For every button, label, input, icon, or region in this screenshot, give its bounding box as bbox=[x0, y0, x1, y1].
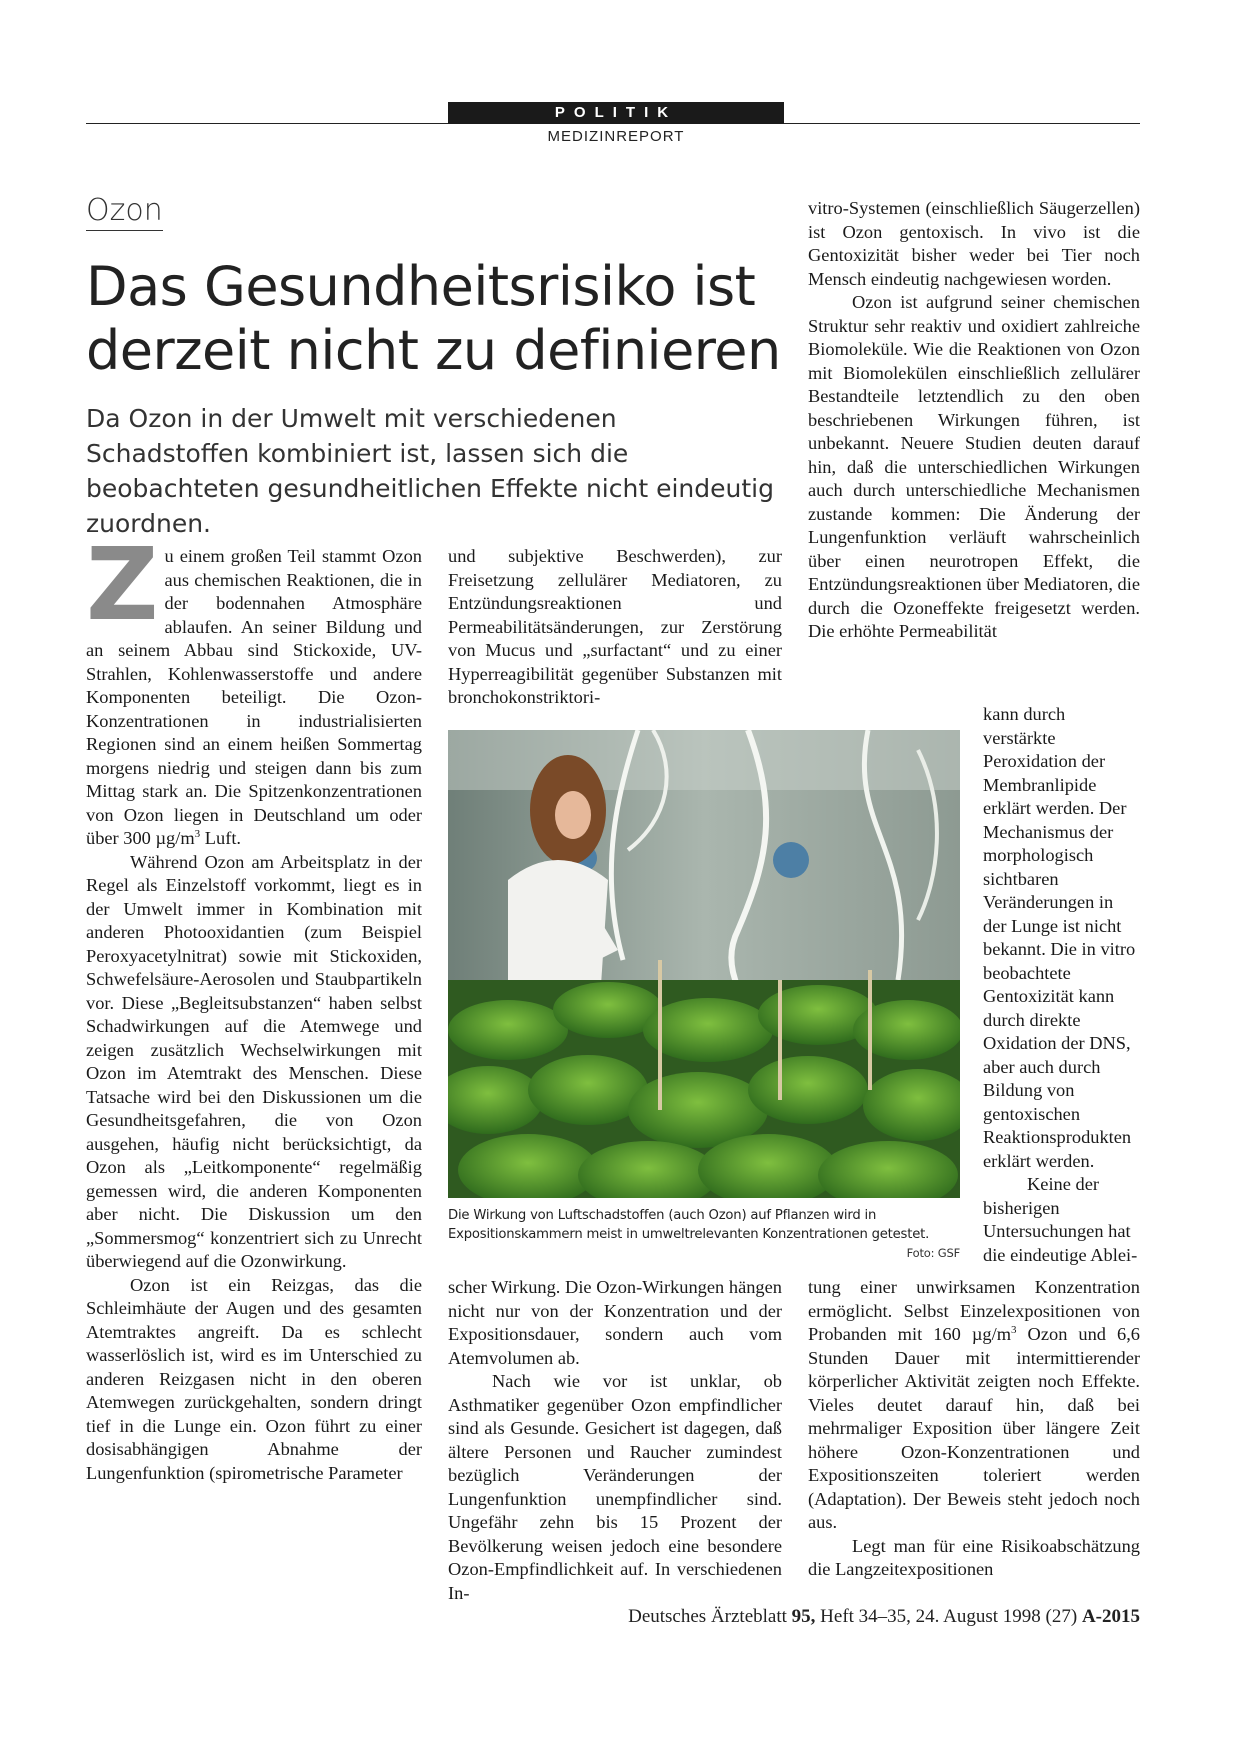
text-column-3-top bbox=[808, 197, 1140, 644]
article-lead: Da Ozon in der Umwelt mit verschiedenen Schadstoffen kombiniert ist, lassen sich die beobachteten gesundheitlichen Effekte nicht eindeutig zuordnen. bbox=[86, 404, 774, 538]
paragraph: Ozon ist ein Reizgas, das die Schleimhäute der Augen und des gesamten Atemtraktes angreift. Da es schlecht wasserlöslich ist, wird es im Unterschied zu anderen Reizgasen nicht in den oberen Atemwegen zurückgehalten, sondern dringt tief in die Lunge ein. Ozon führt zu einer dosisabhängigen Abnahme der Lungenfunktion (spirometrische Parameter bbox=[86, 1274, 422, 1483]
paragraph-text: Ozon und 6,6 Stunden Dauer mit intermittierender körperlicher Aktivität zeigten noch Effekte. Vieles deutet darauf hin, daß bei mehrmaliger Exposition über längere Zeit höhere Ozon-Konzentrationen und Expositionszeiten toleriert werden (Adaptation). Der Beweis steht jedoch noch aus. bbox=[808, 1324, 1140, 1532]
text-column-3-bottom bbox=[808, 1276, 1140, 1582]
section-label: POLITIK bbox=[448, 102, 784, 124]
article-kicker: Ozon bbox=[86, 193, 163, 231]
paragraph bbox=[86, 526, 422, 851]
paragraph-text: tung einer unwirksamen Konzentration ermöglicht. Selbst Einzelexpositionen von Probanden mit 160 µg/m bbox=[808, 1277, 1140, 1344]
journal-name: Deutsches Ärzteblatt bbox=[628, 1606, 792, 1627]
paragraph: scher Wirkung. Die Ozon-Wirkungen hängen nicht nur von der Konzentration und der Expositionsdauer, sondern auch vom Atemvolumen ab. bbox=[448, 1277, 782, 1368]
text-column-1 bbox=[86, 526, 422, 1485]
paragraph: und subjektive Beschwerden), zur Freisetzung zellulärer Mediatoren, zu Entzündungsreaktionen und Permeabilitätsänderungen, zur Zerstörung von Mucus und „surfactant“ und zu einer Hyperreagibilität gegenüber Substanzen mit bronchokonstriktori- bbox=[448, 546, 782, 707]
paragraph: Ozon ist aufgrund seiner chemischen Struktur sehr reaktiv und oxidiert zahlreiche Biomoleküle. Wie die Reaktionen von Ozon mit Biomolekülen einschließlich zellulärer Bestandteile letztendlich zu den oben beschriebenen Wirkungen führen, ist unbekannt. Neuere Studien deuten darauf hin, daß die unterschiedlichen Wirkungen auch durch unterschiedliche Mechanismen zustande kommen: Die Änderung der Lungenfunktion verläuft wahrscheinlich über einen neurotropen Effekt, die Entzündungsreaktionen über Mediatoren, die durch die Ozoneffekte freigesetzt werden. Die erhöhte Permeabilität bbox=[808, 292, 1140, 641]
photo-illustration bbox=[448, 730, 960, 1198]
page-footer bbox=[628, 1606, 1140, 1628]
journal-volume: 95, bbox=[791, 1606, 816, 1627]
photo-credit: Foto: GSF bbox=[906, 1246, 960, 1260]
drop-cap: Z bbox=[86, 526, 159, 643]
paragraph-text: u einem großen Teil stammt Ozon aus chemischen Reaktionen, die in der bodennahen Atmosphäre ablaufen. An seiner Bildung und an seinem Abbau sind Stickoxide, UV-Strahlen, Kohlenwasserstoffe und andere Komponenten beteiligt. Die Ozon-Konzentrationen in industrialisierten Regionen sind an einem heißen Sommertag morgens niedrig und steigen dann bis zum Mittag stark an. Die Spitzenkonzentrationen von Ozon liegen in Deutschland um oder über 300 µg/m bbox=[86, 546, 422, 848]
paragraph: Während Ozon am Arbeitsplatz in der Regel als Einzelstoff vorkommt, liegt es in der Umwelt immer in Kombination mit anderen Photooxidantien (zum Beispiel Peroxyacetylnitrat) sowie mit Stickoxiden, Schwefelsäure-Aerosolen und Staubpartikeln vor. Diese „Begleitsubstanzen“ haben selbst Schadwirkungen auf die Atemwege und zeigen zusätzlich Wechselwirkungen mit Ozon im Atemtrakt des Menschen. Diese Tatsache wird bei den Diskussionen um die Gesundheitsgefahren, die von Ozon ausgehen, häufig nicht berücksichtigt, da Ozon als „Leitkomponente“ regelmäßig gemessen wird, die anderen Komponenten aber nicht. Die Diskussion um den „Sommersmog“ konzentriert sich zu Unrecht überwiegend auf die Ozonwirkung. bbox=[86, 851, 422, 1271]
paragraph bbox=[808, 1276, 1140, 1535]
issue-info: Heft 34–35, 24. August 1998 (27) bbox=[815, 1606, 1082, 1627]
paragraph-text: Luft. bbox=[200, 828, 242, 848]
paragraph: kann durch verstärkte Peroxidation der Membranlipide erklärt werden. Der Mechanismus der morphologisch sichtbaren Veränderungen in der Lunge ist nicht bekannt. Die in vitro beobachtete Gentoxizität kann durch direkte Oxidation der DNS, aber auch durch Bildung von gentoxischen Reaktionsprodukten erklärt werden. bbox=[983, 704, 1136, 1171]
paragraph: Legt man für eine Risikoabschätzung die Langzeitexpositionen bbox=[808, 1535, 1140, 1579]
superscript: 3 bbox=[1011, 1323, 1017, 1336]
text-column-2-top bbox=[448, 545, 782, 710]
caption-text: Die Wirkung von Luftschadstoffen (auch Ozon) auf Pflanzen wird in Expositionskammern meist in umweltrelevanten Konzentrationen getestet. bbox=[448, 1208, 930, 1242]
page-number: A-2015 bbox=[1081, 1606, 1140, 1627]
paragraph: vitro-Systemen (einschließlich Säugerzellen) ist Ozon gentoxisch. In vivo ist die Gentoxizität bisher weder bei Tier noch Mensch eindeutig nachgewiesen worden. bbox=[808, 198, 1140, 289]
article-photo bbox=[448, 730, 960, 1198]
paragraph: Keine der bisherigen Untersuchungen hat die eindeutige Ablei- bbox=[983, 1174, 1138, 1265]
paragraph: Nach wie vor ist unklar, ob Asthmatiker gegenüber Ozon empfindlicher sind als Gesunde. Gesichert ist dagegen, daß ältere Personen und Raucher zumindest bezüglich Veränderungen der Lungenfunktion unempfindlicher sind. Ungefähr zehn bis 15 Prozent der Bevölkerung weisen jedoch eine besondere Ozon-Empfindlichkeit auf. In verschiedenen In- bbox=[448, 1371, 782, 1603]
superscript: 3 bbox=[194, 827, 201, 840]
text-column-2-bottom bbox=[448, 1276, 782, 1605]
subsection-label: MEDIZINREPORT bbox=[547, 128, 685, 145]
photo-caption bbox=[448, 1206, 960, 1263]
article-headline: Das Gesundheitsrisiko ist derzeit nicht zu definieren bbox=[86, 255, 781, 382]
text-column-3-narrow bbox=[983, 703, 1140, 1267]
